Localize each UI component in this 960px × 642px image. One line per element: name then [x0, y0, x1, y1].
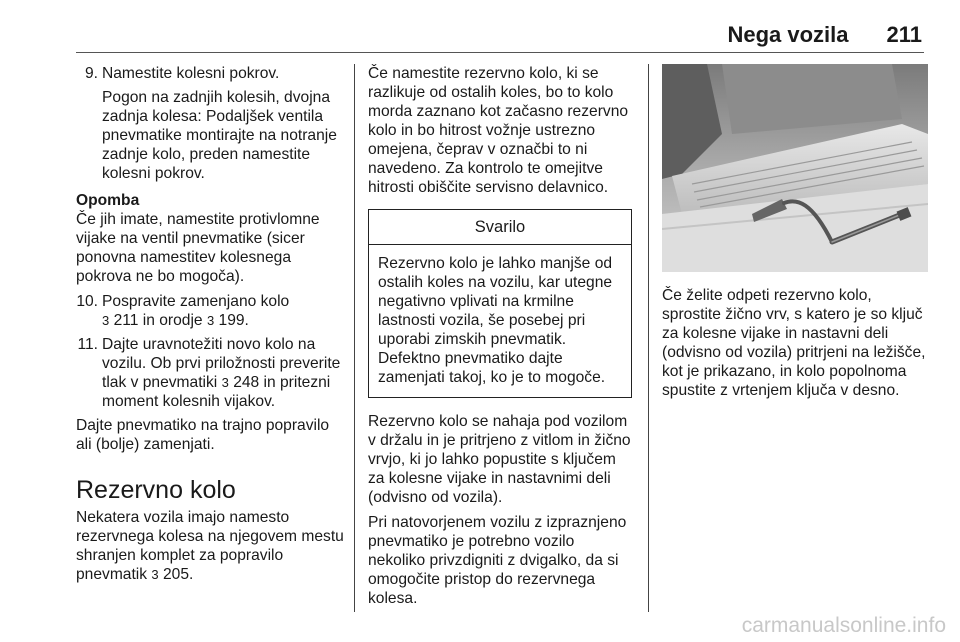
step-text: Dajte uravnotežiti novo kolo na vozilu. Ob prvi priložnosti preverite tlak v pnevmatiki: [102, 336, 341, 391]
warning-title: Svarilo: [369, 210, 631, 245]
page-title: Nega vozila: [727, 22, 849, 47]
page-reference: 199.: [218, 312, 249, 329]
column-3: [662, 64, 928, 406]
note-text: Če jih imate, namestite protivlomne vijake na ventil pnevmatike (sicer ponovna namestitev kolesnega pokrova ne bo mogoča).: [76, 211, 320, 285]
warning-text: Rezervno kolo je lahko manjše od ostalih koles na vozilu, kar utegne negativno vplivati na krmilne lastnosti vozila, še posebej pri uporabi zimskih pnevmatik. Defektno pnevmatiko dajte zamenjati takoj, ko je to mogoče.: [378, 255, 613, 386]
step-9-detail: Pogon na zadnjih kolesih, dvojna zadnja kolesa: Podaljšek ventila pnevmatike montirajte na notranje zadnje kolo, preden namestite kolesni pokrov.: [102, 89, 337, 182]
column-divider-1: [354, 64, 355, 612]
section-paragraph: [76, 508, 344, 584]
column-divider-2: [648, 64, 649, 612]
paragraph-3: Pri natovorjenem vozilu z izpraznjeno pnevmatiko je potrebno vozilo nekoliko privzdigniti z dvigalko, da si omogočite pristop do rezervnega kolesa.: [368, 514, 627, 607]
step-number: 10.: [76, 293, 98, 310]
step-number: 11.: [77, 336, 98, 353]
step-text: Namestite kolesni pokrov.: [102, 65, 280, 82]
paragraph-1: Če želite odpeti rezervno kolo, sprostite žično vrv, s katero je so ključ za kolesne vijake in nastavni deli (odvisno od vozila) pritrjeni na ležišče, kot je prikazano, in kolo popolnoma spustite z vrtenjem ključa v desno.: [662, 287, 926, 399]
reference-arrow-icon: 3: [151, 567, 159, 582]
column-2: [368, 64, 634, 614]
section-heading: Rezervno kolo: [76, 476, 236, 504]
step-text-continued: 248 in pritezni moment kolesnih vijakov.: [102, 374, 331, 410]
step-text: Pospravite zamenjano kolo: [102, 293, 290, 310]
step-10: [76, 292, 344, 330]
reference-arrow-icon: 3: [206, 313, 215, 328]
paragraph-2: Rezervno kolo se nahaja pod vozilom v držalu in je pritrjeno z vitlom in žično vrvjo, ki jo lahko popustite s ključem za kolesne vijake in nastavnimi deli (odvisno od vozila).: [368, 413, 631, 506]
note-title: Opomba: [76, 192, 140, 209]
spare-wheel-release-illustration: [662, 64, 928, 272]
warning-body: [369, 245, 631, 397]
header-rule: [76, 52, 924, 53]
page-reference: 205.: [163, 566, 194, 583]
page-number: 211: [886, 22, 922, 47]
note: [76, 191, 344, 286]
watermark: carmanualsonline.info: [741, 614, 946, 637]
reference-arrow-icon: 3: [102, 313, 110, 328]
step-number: 9.: [84, 65, 98, 82]
page-header: [727, 22, 922, 48]
reference-arrow-icon: 3: [221, 375, 229, 390]
page-reference: 211 in orodje: [113, 312, 203, 329]
column-1: [76, 64, 344, 590]
section-text: Nekatera vozila imajo namesto rezervnega kolesa na njegovem mestu shranjen komplet za popravilo pnevmatik: [76, 509, 344, 583]
final-paragraph: Dajte pnevmatiko na trajno popravilo ali (bolje) zamenjati.: [76, 417, 330, 453]
step-9: [76, 64, 344, 83]
warning-box: [368, 209, 632, 398]
paragraph-1: Če namestite rezervno kolo, ki se razlikuje od ostalih koles, bo to kolo morda zaznano kot začasno rezervno kolo in bo hitrost vožnje ustrezno omejena, čeprav v označbi to ni navedeno. Za kontrolo te omejitve hitrosti obiščite servisno delavnico.: [368, 65, 629, 196]
step-11: [76, 335, 344, 411]
